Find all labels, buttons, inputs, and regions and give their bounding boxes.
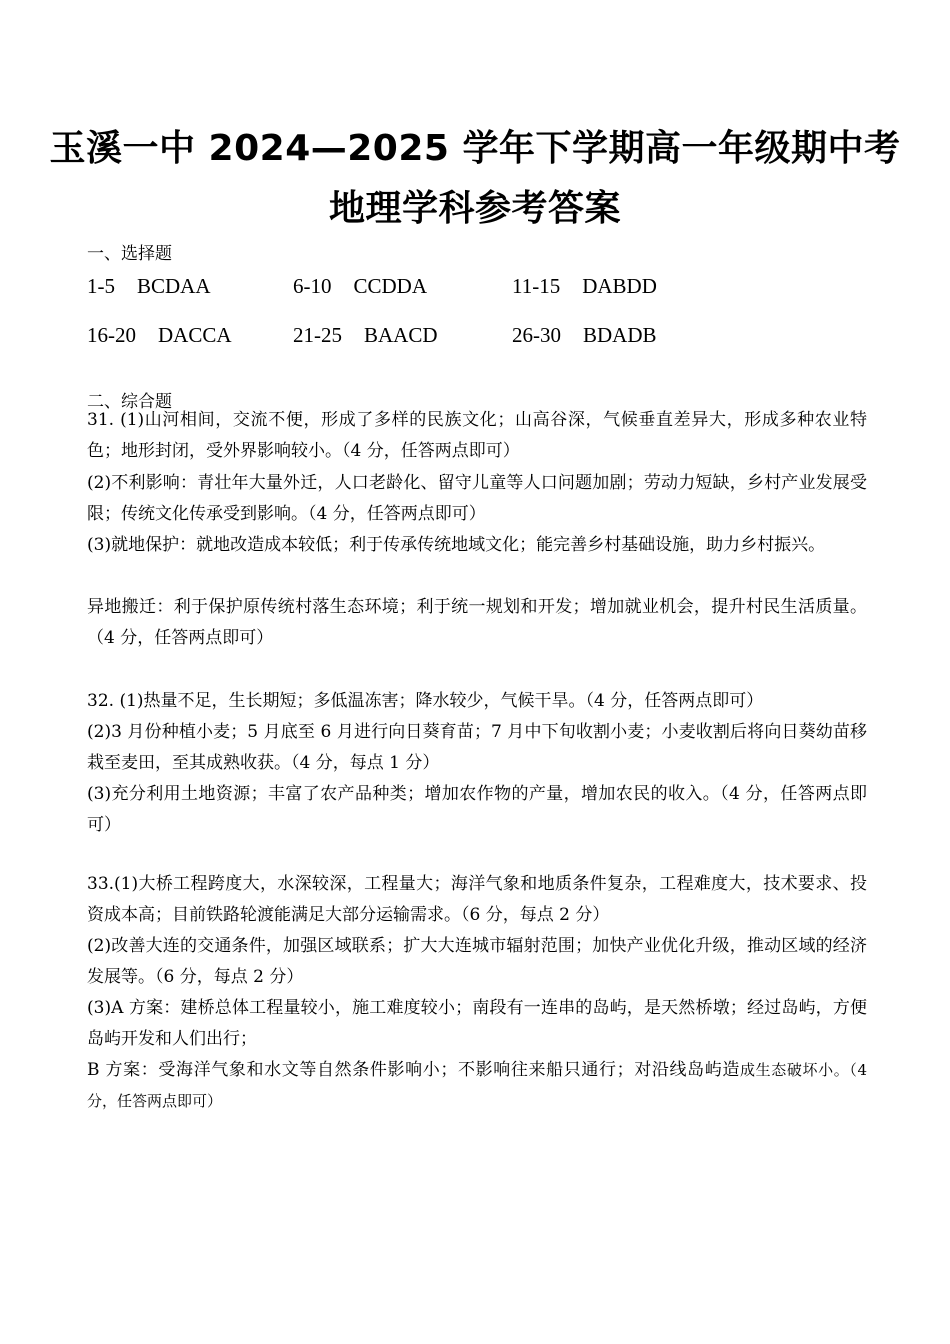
question-range: 26-30 <box>512 323 561 347</box>
page-title-line1: 玉溪一中 2024—2025 学年下学期高一年级期中考 <box>49 128 901 169</box>
answer-group <box>87 323 232 348</box>
q32-part3: (3)充分利用土地资源；丰富了农产品种类；增加农作物的产量，增加农民的收入。（4 分，任答两点即可） <box>87 784 867 835</box>
answer-group <box>87 274 211 299</box>
q32-part1: 32. (1)热量不足，生长期短；多低温冻害；降水较少，气候干旱。（4 分，任答两点即可） <box>87 691 764 711</box>
q33-part3-plan-a: (3)A 方案：建桥总体工程量较小，施工难度较小；南段有一连串的岛屿，是天然桥墩；经过岛屿，方便岛屿开发和人们出行； <box>87 998 867 1049</box>
plan-b-text: B 方案：受海洋气象和水文等自然条件影响小；不影响往来船只通行；对沿线岛屿造 <box>87 1060 740 1080</box>
section-heading-multiple-choice: 一、选择题 <box>87 244 172 264</box>
question-range: 21-25 <box>293 323 342 347</box>
q33-part3-plan-b <box>87 1055 867 1117</box>
answer-group <box>293 323 438 348</box>
q31-part1: 31. (1)山河相间，交流不便，形成了多样的民族文化；山高谷深，气候垂直差异大，形成多种农业特色；地形封闭，受外界影响较小。（4 分，任答两点即可） <box>87 410 867 461</box>
question-range: 16-20 <box>87 323 136 347</box>
q31-part3-relocation: 异地搬迁：利于保护原传统村落生态环境；利于统一规划和开发；增加就业机会，提升村民生活质量。（4 分，任答两点即可） <box>87 597 867 648</box>
question-range: 11-15 <box>512 274 561 298</box>
answer-key: CCDDA <box>353 274 428 298</box>
answer-key: DABDD <box>582 274 657 298</box>
q32-part2: (2)3 月份种植小麦；5 月底至 6 月进行向日葵育苗；7 月中下旬收割小麦；小麦收割后将向日葵幼苗移栽至麦田，至其成熟收获。（4 分，每点 1 分） <box>87 722 867 773</box>
answer-key: BCDAA <box>137 274 211 298</box>
q31-part3-in-situ: (3)就地保护：就地改造成本较低；利于传承传统地域文化；能完善乡村基础设施，助力乡村振兴。 <box>87 535 826 555</box>
q33-part1: 33.(1)大桥工程跨度大，水深较深，工程量大；海洋气象和地质条件复杂，工程难度大，技术要求、投资成本高；目前铁路轮渡能满足大部分运输需求。（6 分，每点 2 分） <box>87 874 867 925</box>
question-range: 1-5 <box>87 274 115 298</box>
answer-key: BAACD <box>364 323 438 347</box>
q33-part2: (2)改善大连的交通条件，加强区域联系；扩大大连城市辐射范围；加快产业优化升级，推动区域的经济发展等。（6 分，每点 2 分） <box>87 936 867 987</box>
plan-b-text-small: 成生态破坏小。（4 分，任答两点即可） <box>87 1061 867 1110</box>
answer-group <box>293 274 427 299</box>
question-range: 6-10 <box>293 274 332 298</box>
answer-key: DACCA <box>158 323 232 347</box>
section-heading-comprehensive: 二、综合题 <box>87 392 172 412</box>
q31-part2: (2)不利影响：青壮年大量外迁，人口老龄化、留守儿童等人口问题加剧；劳动力短缺，乡村产业发展受限；传统文化传承受到影响。（4 分，任答两点即可） <box>87 473 867 524</box>
answer-key: BDADB <box>583 323 657 347</box>
answer-group <box>512 274 657 299</box>
answer-group <box>512 323 657 348</box>
page-title-line2: 地理学科参考答案 <box>328 188 621 229</box>
